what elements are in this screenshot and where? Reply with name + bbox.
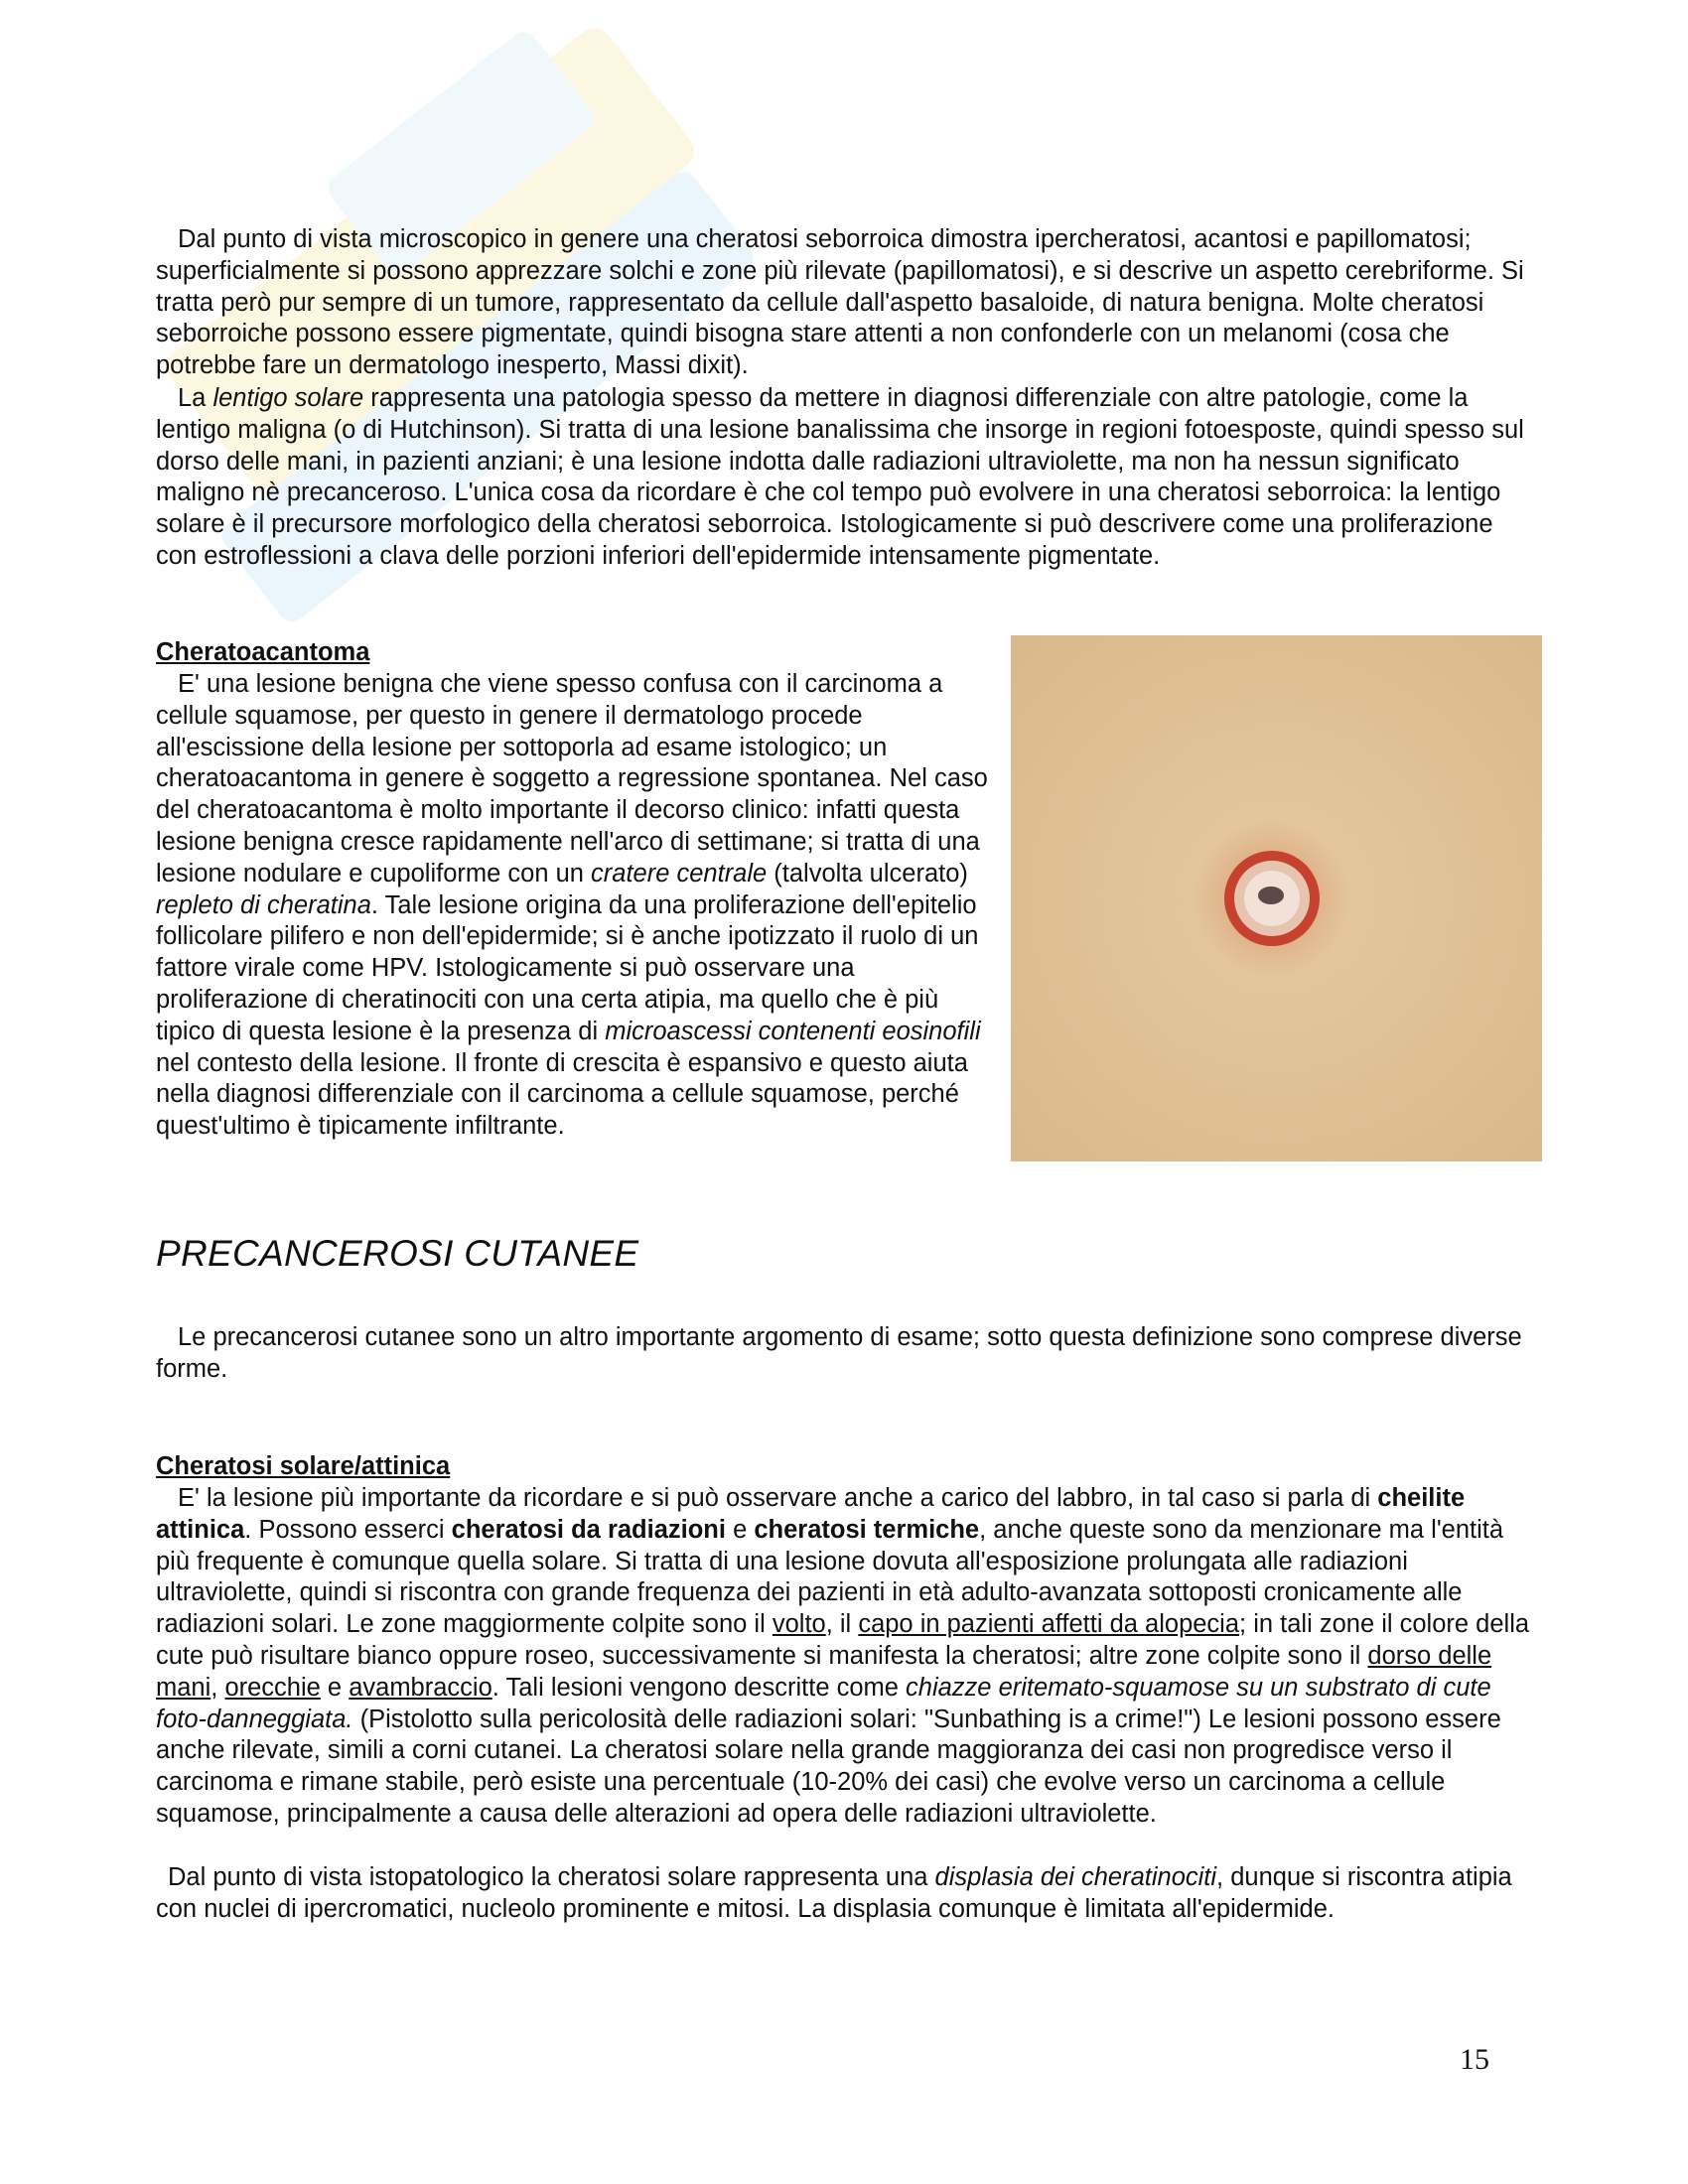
page-number: 15	[1460, 2043, 1489, 2076]
cs-italic-chiazze: chiazze eritemato-squamose su un substrato di cute foto-danneggiata.	[156, 1673, 1491, 1733]
cs-bold-termiche: cheratosi termiche	[754, 1515, 980, 1544]
paragraph-cheratosi-solare	[156, 1483, 1536, 1831]
cs-underline-volto: volto	[772, 1610, 826, 1639]
cs-text-1: E' la lesione più importante da ricordare e si può osservare anche a carico del labbro, in tal caso si parla di	[178, 1484, 1378, 1512]
cs-text-10: (Pistolotto sulla pericolosità delle radiazioni solari: "Sunbathing is a crime!") Le lesioni possono essere anche rilevate, simili a corni cutanei. La cheratosi solare nella grande maggioranza dei casi non progredisce verso il carcinoma e rimane stabile, però esiste una percentuale (10-20% dei casi) che evolve verso un carcinoma a cellule squamose, principalmente a causa delle alterazioni ad opera delle radiazioni ultraviolette.	[156, 1705, 1501, 1828]
lentigo-text-1: La	[178, 384, 213, 412]
cs-underline-orecchie: orecchie	[224, 1673, 321, 1702]
keratoacanthoma-photo	[1011, 635, 1542, 1161]
paragraph-microscopy: Dal punto di vista microscopico in genere una cheratosi seborroica dimostra ipercheratosi, acantosi e papillomatosi; superficialmente si possono apprezzare solchi e zone più rilevate (papillomatosi), e si descrive un aspetto cerebriforme. Si tratta però pur sempre di un tumore, rappresentato da cellule dall'aspetto basaloide, di natura benigna. Molte cheratosi seborroiche possono essere pigmentate, quindi bisogna stare attenti a non confonderle con un melanomi (cosa che potrebbe fare un dermatologo inesperto, Massi dixit).	[156, 225, 1524, 380]
paragraph-precancerosi-intro: Le precancerosi cutanee sono un altro importante argomento di esame; sotto questa definizione sono comprese diverse forme.	[156, 1323, 1522, 1383]
cs-text-2: . Possono esserci	[244, 1515, 452, 1544]
ka-text-2: (talvolta ulcerato)	[767, 859, 968, 887]
cs-text-8: e	[320, 1673, 350, 1702]
ka-term-cratere: cratere centrale	[591, 859, 768, 887]
cs-text-3: e	[725, 1515, 755, 1544]
ka-term-repleto: repleto di cheratina	[156, 890, 371, 919]
heading-cheratosi-solare: Cheratosi solare/attinica	[156, 1452, 451, 1480]
lentigo-term: lentigo solare	[212, 384, 364, 412]
cs-underline-capo: capo in pazienti affetti da alopecia	[858, 1610, 1240, 1639]
ka-text-1: E' una lesione benigna che viene spesso confusa con il carcinoma a cellule squamose, per questo in genere il dermatologo procede all'escissione della lesione per sottoporla ad esame istologico; un cheratoacantoma in genere è soggetto a regressione spontanea. Nel caso del cheratoacantoma è molto importante il decorso clinico: infatti questa lesione benigna cresce rapidamente nell'arco di settimane; si tratta di una lesione nodulare e cupoliforme con un	[156, 670, 988, 887]
cs-text-7: ,	[211, 1673, 225, 1702]
paragraph-istopatologia	[156, 1862, 1536, 1926]
cs-text-9: . Tali lesioni vengono descritte come	[492, 1673, 907, 1702]
cs-bold-cheilite: cheilite attinica	[156, 1484, 1466, 1544]
paragraph-cheratoacantoma	[156, 669, 990, 1143]
isto-text-1: Dal punto di vista istopatologico la cheratosi solare rappresenta una	[168, 1863, 935, 1891]
cs-text-6: ; in tali zone il colore della cute può risultare bianco oppure roseo, successivamente si manifesta la cheratosi; altre zone colpite sono il	[156, 1610, 1530, 1670]
cs-text-4: , anche queste sono da menzionare ma l'entità più frequente è comunque quella solare. Si tratta di una lesione dovuta all'esposizione prolungata alle radiazioni ultraviolette, quindi si riscontra con grande frequenza dei pazienti in età adulto-avanzata sottoposti cronicamente alle radiazioni solari. Le zone maggiormente colpite sono il	[156, 1515, 1504, 1639]
isto-text-2: , dunque si riscontra atipia con nuclei di ipercromatici, nucleolo prominente e mitosi. La displasia comunque è limitata all'epidermide.	[156, 1863, 1512, 1923]
lentigo-text-2: rappresenta una patologia spesso da mettere in diagnosi differenziale con altre patologie, come la lentigo maligna (o di Hutchinson). Si tratta di una lesione banalissima che insorge in regioni fotoesposte, quindi spesso sul dorso delle mani, in pazienti anziani; è una lesione indotta dalle radiazioni ultraviolette, ma non ha nessun significato maligno nè precanceroso. L'unica cosa da ricordare è che col tempo può evolvere in una cheratosi seborroica: la lentigo solare è il precursore morfologico della cheratosi seborroica. Istologicamente si può descrivere come una proliferazione con estroflessioni a clava delle porzioni inferiori dell'epidermide intensamente pigmentate.	[156, 384, 1524, 570]
isto-italic-displasia: displasia dei cheratinociti	[934, 1863, 1217, 1891]
cs-bold-radiazioni: cheratosi da radiazioni	[451, 1515, 726, 1544]
ka-text-4: nel contesto della lesione. Il fronte di crescita è espansivo e questo aiuta nella diagnosi differenziale con il carcinoma a cellule squamose, perché quest'ultimo è tipicamente infiltrante.	[156, 1048, 968, 1141]
cs-underline-avambraccio: avambraccio	[349, 1673, 492, 1702]
ka-term-microascessi: microascessi contenenti eosinofili	[605, 1017, 981, 1045]
ka-text-3: . Tale lesione origina da una proliferazione dell'epitelio follicolare pilifero e non dell'epidermide; si è anche ipotizzato il ruolo di un fattore virale come HPV. Istologicamente si può osservare una proliferazione di cheratinociti con una certa atipia, ma quello che è più tipico di questa lesione è la presenza di	[156, 890, 979, 1045]
paragraph-lentigo	[156, 383, 1536, 573]
cs-text-5: , il	[825, 1610, 859, 1639]
heading-cheratoacantoma: Cheratoacantoma	[156, 638, 370, 666]
cs-underline-dorso: dorso delle mani	[156, 1641, 1492, 1702]
section-title: PRECANCEROSI CUTANEE	[156, 1233, 639, 1274]
